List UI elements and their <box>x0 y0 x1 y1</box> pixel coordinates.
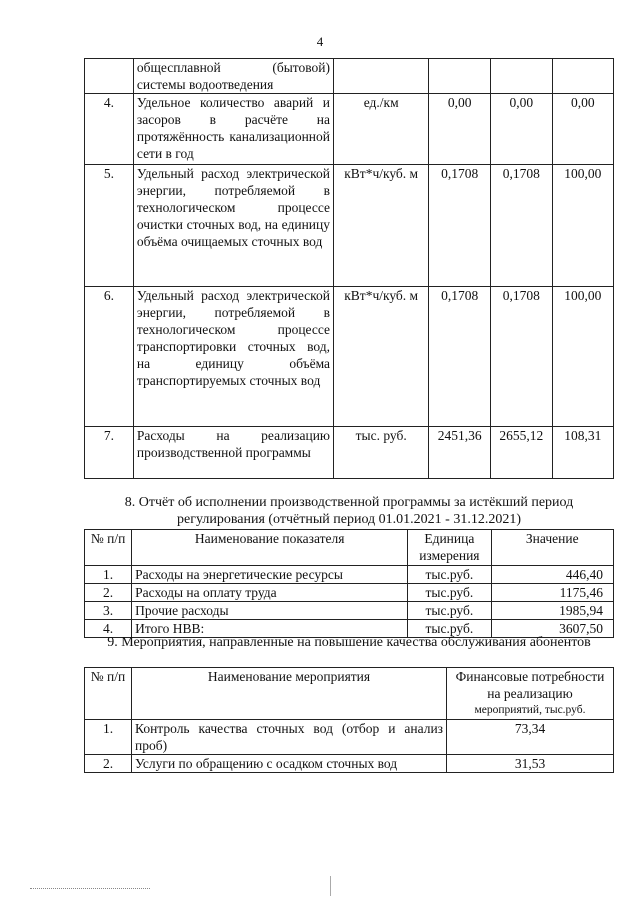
col-name-header: Наименование мероприятия <box>132 668 447 720</box>
table-row: 5. Удельный расход электрической энергии, потребляемой в технологическом процессе очистки сточных вод, на единицу объёма очищаемых сточных вод кВт*ч/куб. м 0,1708 0,1708 100,00 <box>85 165 614 287</box>
table-header-row <box>85 530 614 566</box>
measures-table <box>84 667 614 773</box>
table-row: 3. Прочие расходы тыс.руб. 1985,94 <box>85 602 614 620</box>
table-row: 2. Услуги по обращению с осадком сточных вод 31,53 <box>85 755 614 773</box>
table-row: 1. Контроль качества сточных вод (отбор и анализ проб) 73,34 <box>85 720 614 755</box>
table-row: 2. Расходы на оплату труда тыс.руб. 1175,46 <box>85 584 614 602</box>
table-row: 6. Удельный расход электрической энергии, потребляемой в технологическом процессе транспортировки сточных вод, на единицу объёма транспортируемых сточных вод кВт*ч/куб. м 0,1708 0,1708 100,00 <box>85 287 614 427</box>
program-report-table <box>84 529 614 638</box>
col-num-header: № п/п <box>85 530 132 566</box>
section-8-title: 8. Отчёт об исполнении производственной программы за истёкший период регулирования (отчётный период 01.01.2021 - 31.12.2021) <box>124 495 574 527</box>
col-value-header: Значение <box>491 530 613 566</box>
table-row: 4. Удельное количество аварий и засоров в расчёте на протяжённость канализационной сети в год ед./км 0,00 0,00 0,00 <box>85 94 614 165</box>
col-num-header: № п/п <box>85 668 132 720</box>
col-finance-header <box>447 668 614 720</box>
col-name-header: Наименование показателя <box>132 530 408 566</box>
table-row: 7. Расходы на реализацию производственной программы тыс. руб. 2451,36 2655,12 108,31 <box>85 427 614 479</box>
indicators-table <box>84 58 614 479</box>
table-header-row <box>85 668 614 720</box>
finance-header-unit: мероприятий, тыс.руб. <box>474 704 586 716</box>
footer-divider <box>30 888 150 889</box>
section-9-title: 9. Мероприятия, направленные на повышение качества обслуживания абонентов <box>107 635 591 650</box>
footer-mark <box>330 876 331 896</box>
table-row: 1. Расходы на энергетические ресурсы тыс.руб. 446,40 <box>85 566 614 584</box>
table-row: 4. Итого НВВ: тыс.руб. 3607,50 <box>85 620 614 638</box>
col-unit-header: Единица измерения <box>408 530 491 566</box>
page-number: 4 <box>316 34 324 49</box>
table-row: общесплавной (бытовой) системы водоотведения <box>85 59 614 94</box>
finance-header-text: Финансовые потребности на реализацию <box>455 669 605 701</box>
